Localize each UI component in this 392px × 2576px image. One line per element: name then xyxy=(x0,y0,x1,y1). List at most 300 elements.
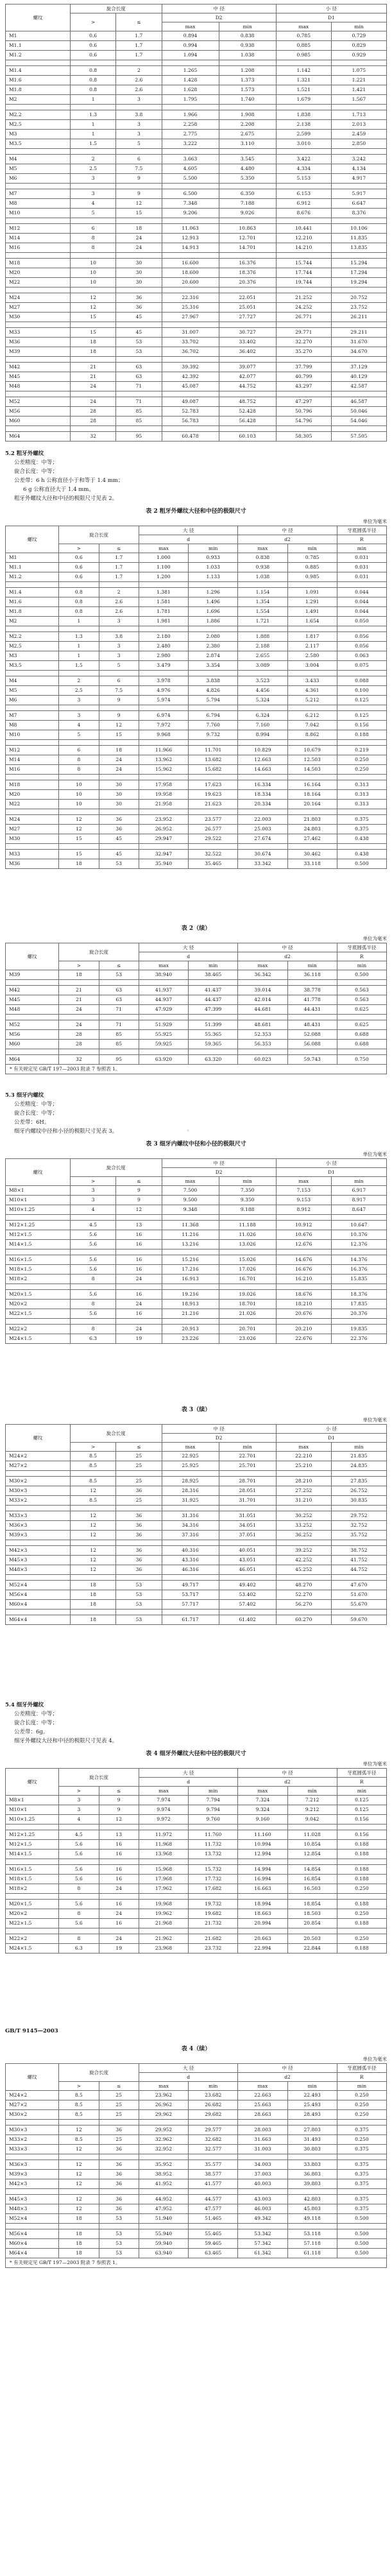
value-cell: 10.647 xyxy=(331,1221,386,1230)
spacer-cell xyxy=(337,626,386,632)
value-cell: 25 xyxy=(99,2100,139,2110)
spacer-cell xyxy=(99,740,139,746)
value-cell: 71 xyxy=(116,382,162,391)
value-cell: 33.702 xyxy=(162,338,219,347)
table-row xyxy=(6,850,387,859)
thread-cell: M16×1.5 xyxy=(6,1255,71,1265)
value-cell: 22.701 xyxy=(219,1452,276,1461)
value-cell: 55.925 xyxy=(139,1030,188,1040)
value-cell: 12 xyxy=(70,1546,115,1556)
thread-cell: M30 xyxy=(6,313,71,322)
spacer-cell xyxy=(337,582,386,588)
table-row xyxy=(6,746,387,755)
value-cell: 47.399 xyxy=(189,1005,238,1015)
spacer-cell xyxy=(99,1859,139,1865)
spacer-cell xyxy=(331,322,386,328)
value-cell: 9.972 xyxy=(139,1815,188,1825)
value-cell: 13 xyxy=(116,1221,162,1230)
thread-cell: M2.5 xyxy=(6,120,71,130)
value-cell: 0.500 xyxy=(337,2239,386,2249)
thread-cell: M3 xyxy=(6,651,59,661)
spacer-cell xyxy=(99,1894,139,1900)
value-cell: 0.6 xyxy=(59,572,99,582)
spacer-cell xyxy=(116,322,162,328)
value-cell: 32.577 xyxy=(189,2145,238,2154)
value-cell: 9.968 xyxy=(139,730,188,740)
value-cell: 17.026 xyxy=(219,1265,276,1275)
value-cell: 24.252 xyxy=(276,303,331,313)
value-cell: 28.210 xyxy=(276,1477,331,1486)
thread-cell: M33×2 xyxy=(6,2135,59,2145)
table-row xyxy=(6,1796,387,1805)
value-cell: 12.676 xyxy=(276,1240,331,1249)
spacer-cell xyxy=(276,1319,331,1325)
value-cell: 9.212 xyxy=(287,1805,337,1815)
table-row xyxy=(6,1546,387,1556)
spacer-cell xyxy=(6,2154,59,2160)
spacer-cell xyxy=(238,809,287,815)
value-cell: 7.348 xyxy=(162,199,219,209)
spacer-cell xyxy=(189,1928,238,1934)
value-cell: 2.980 xyxy=(139,651,188,661)
col-pitch-dia: 中 径 xyxy=(162,1159,276,1168)
thread-cell: M30×2 xyxy=(6,1477,71,1486)
col-pitch-dia: 中 径 xyxy=(238,526,337,535)
table-row xyxy=(6,1840,387,1850)
value-cell: 2.080 xyxy=(189,632,238,642)
thread-cell: M30×3 xyxy=(6,2125,59,2135)
value-cell: 22.210 xyxy=(276,1452,331,1461)
value-cell: 10.106 xyxy=(331,224,386,234)
value-cell: 10.676 xyxy=(276,1230,331,1240)
value-cell: 2.459 xyxy=(331,130,386,139)
value-cell: 9 xyxy=(99,711,139,721)
value-cell: 3.004 xyxy=(287,661,337,671)
table-row xyxy=(6,1531,387,1540)
value-cell: 26.682 xyxy=(189,2100,238,2110)
spacer-cell xyxy=(331,184,386,189)
value-cell: 19.968 xyxy=(139,1900,188,1909)
spacer-cell xyxy=(70,184,115,189)
value-cell: 18 xyxy=(59,2249,99,2258)
spacer-cell xyxy=(189,1894,238,1900)
value-cell: 1.038 xyxy=(219,51,276,60)
value-cell: 15 xyxy=(99,730,139,740)
thread-cell: M22 xyxy=(6,278,71,288)
spacer-cell xyxy=(70,1471,115,1477)
spacer-cell xyxy=(219,1215,276,1221)
value-cell: 1.654 xyxy=(287,617,337,626)
value-cell: 10.679 xyxy=(287,746,337,755)
value-cell: 7.500 xyxy=(162,1186,219,1196)
table-row xyxy=(6,986,387,995)
value-cell: 19.682 xyxy=(189,1909,238,1919)
value-cell: 36.803 xyxy=(287,2170,337,2179)
spacer-cell xyxy=(219,426,276,432)
spacer-cell xyxy=(6,626,59,632)
value-cell: 11.732 xyxy=(189,1840,238,1850)
value-cell: 95 xyxy=(116,432,162,442)
value-cell: 57.118 xyxy=(287,2239,337,2249)
value-cell: 18 xyxy=(70,338,115,347)
value-cell: 23.968 xyxy=(139,1944,188,1953)
value-cell: 52.270 xyxy=(276,1590,331,1600)
spacer-cell xyxy=(6,60,71,66)
value-cell: 1.981 xyxy=(139,617,188,626)
value-cell: 59.925 xyxy=(139,1040,188,1049)
value-cell: 34.670 xyxy=(331,347,386,357)
table-2-section xyxy=(5,507,387,869)
value-cell: 0.500 xyxy=(337,859,386,869)
col-max: max xyxy=(139,961,188,970)
col-le: ≤ xyxy=(116,13,162,31)
table-row xyxy=(6,174,387,184)
spacer-cell xyxy=(238,671,287,676)
value-cell: 4 xyxy=(70,1205,115,1215)
value-cell: 49.717 xyxy=(162,1581,219,1590)
table-row xyxy=(6,2110,387,2120)
value-cell: 0.188 xyxy=(337,1850,386,1859)
value-cell: 5.6 xyxy=(59,1875,99,1884)
value-cell: 15 xyxy=(70,328,115,338)
spacer-cell xyxy=(162,1215,219,1221)
value-cell: 20.376 xyxy=(219,278,276,288)
value-cell: 6 xyxy=(70,224,115,234)
value-cell: 1.696 xyxy=(189,607,238,617)
sym-R: R xyxy=(337,1778,386,1787)
value-cell: 0.031 xyxy=(337,563,386,572)
table-row xyxy=(6,1900,387,1909)
spacer-cell xyxy=(238,980,287,986)
value-cell: 4.134 xyxy=(331,164,386,174)
value-cell: 22.676 xyxy=(276,1334,331,1344)
spacer-cell xyxy=(70,1540,115,1546)
value-cell: 25.925 xyxy=(162,1461,219,1471)
col-minor-dia: 小 径 xyxy=(276,1425,386,1434)
value-cell: 1.795 xyxy=(162,95,219,105)
spacer-cell xyxy=(162,105,219,110)
spacer-cell xyxy=(337,1894,386,1900)
thread-cell: M56 xyxy=(6,1030,59,1040)
value-cell: 0.250 xyxy=(337,1909,386,1919)
table-row xyxy=(6,1240,387,1249)
value-cell: 52.088 xyxy=(287,1030,337,1040)
value-cell: 10 xyxy=(59,800,99,809)
col-minor-dia: 小 径 xyxy=(276,4,386,13)
table-row xyxy=(6,1309,387,1319)
value-cell: 19.732 xyxy=(189,1900,238,1909)
thread-cell: M22×2 xyxy=(6,1934,59,1944)
value-cell: 53 xyxy=(99,2229,139,2239)
text-line: 细牙外螺纹大径和中径的极限尺寸见表 4。 xyxy=(14,1738,118,1744)
col-min: min xyxy=(287,1787,337,1796)
value-cell: 6.917 xyxy=(331,1186,386,1196)
col-thread: 螺纹 xyxy=(6,1159,71,1186)
value-cell: 0.6 xyxy=(59,553,99,563)
col-pitch-dia: 中 径 xyxy=(162,4,276,13)
value-cell: 3.010 xyxy=(276,139,331,149)
value-cell: 18.210 xyxy=(276,1300,331,1309)
spacer-cell xyxy=(139,2189,188,2195)
value-cell: 53 xyxy=(116,338,162,347)
value-cell: 9 xyxy=(99,696,139,705)
thread-cell: M4 xyxy=(6,155,71,164)
value-cell: 0.375 xyxy=(337,2125,386,2135)
value-cell: 30 xyxy=(99,790,139,800)
spacer-cell xyxy=(6,1215,71,1221)
col-gt: > xyxy=(70,1177,115,1186)
value-cell: 9 xyxy=(99,1805,139,1815)
value-cell: 15.216 xyxy=(162,1255,219,1265)
thread-cell: M33×3 xyxy=(6,2145,59,2154)
value-cell: 24 xyxy=(59,1005,99,1015)
spacer-cell xyxy=(116,105,162,110)
value-cell: 9.188 xyxy=(219,1205,276,1215)
thread-cell: M24×1.5 xyxy=(6,1334,71,1344)
spacer-cell xyxy=(139,1859,188,1865)
value-cell: 0.219 xyxy=(337,746,386,755)
spacer-cell xyxy=(219,1319,276,1325)
value-cell: 3.978 xyxy=(139,676,188,686)
col-min: min xyxy=(189,2082,238,2091)
spacer-cell xyxy=(287,582,337,588)
table-row xyxy=(6,1830,387,1840)
spacer-row xyxy=(6,626,387,632)
spacer-cell xyxy=(99,671,139,676)
spacer-cell xyxy=(337,1825,386,1830)
spacer-cell xyxy=(219,1540,276,1546)
value-cell: 53.342 xyxy=(238,2229,287,2239)
value-cell: 85 xyxy=(116,407,162,416)
value-cell: 12 xyxy=(59,2125,99,2135)
value-cell: 30.674 xyxy=(238,850,287,859)
table-row xyxy=(6,711,387,721)
spacer-cell xyxy=(139,1015,188,1020)
value-cell: 2 xyxy=(116,66,162,76)
value-cell: 25 xyxy=(99,2110,139,2120)
col-max: max xyxy=(276,1443,331,1452)
value-cell: 45.087 xyxy=(162,382,219,391)
spacer-row xyxy=(6,1319,387,1325)
value-cell: 12 xyxy=(70,1521,115,1531)
value-cell: 41.437 xyxy=(189,986,238,995)
spacer-cell xyxy=(287,2189,337,2195)
value-cell: 1.7 xyxy=(99,553,139,563)
value-cell: 8 xyxy=(59,1934,99,1944)
thread-cell: M5 xyxy=(6,686,59,696)
value-cell: 40.003 xyxy=(238,2179,287,2189)
table-row xyxy=(6,1020,387,1030)
spacer-cell xyxy=(337,705,386,711)
thread-cell: M52 xyxy=(6,397,71,407)
value-cell: 37.051 xyxy=(219,1531,276,1540)
thread-cell: M33 xyxy=(6,850,59,859)
thread-cell: M22×1.5 xyxy=(6,1309,71,1319)
spacer-cell xyxy=(99,1015,139,1020)
value-cell: 31.007 xyxy=(162,328,219,338)
value-cell: 10 xyxy=(59,780,99,790)
value-cell: 1.628 xyxy=(162,85,219,95)
spacer-cell xyxy=(6,1928,59,1934)
value-cell: 12.913 xyxy=(162,234,219,243)
col-thread: 螺纹 xyxy=(6,4,71,31)
col-min: min xyxy=(331,22,386,31)
value-cell: 8.5 xyxy=(70,1452,115,1461)
value-cell: 41.937 xyxy=(139,986,188,995)
value-cell: 2.874 xyxy=(189,651,238,661)
unit-label: 单位为毫米 xyxy=(362,936,387,941)
col-major-dia: 大 径 xyxy=(139,2064,237,2073)
value-cell: 26.211 xyxy=(331,313,386,322)
value-cell: 17.294 xyxy=(331,268,386,278)
value-cell: 60.478 xyxy=(162,432,219,442)
value-cell: 16.376 xyxy=(331,1265,386,1275)
value-cell: 19.962 xyxy=(139,1909,188,1919)
thread-cell: M3 xyxy=(6,130,71,139)
value-cell: 5.917 xyxy=(331,189,386,199)
col-root-radius: 牙底圆弧半径 xyxy=(337,943,386,952)
col-thread: 螺纹 xyxy=(6,1769,59,1796)
table-caption: 表 4 细牙外螺纹大径和中径的极限尺寸 xyxy=(146,1751,246,1757)
value-cell: 53 xyxy=(99,970,139,980)
value-cell: 28.663 xyxy=(238,2110,287,2120)
value-cell: 8.917 xyxy=(331,1196,386,1205)
value-cell: 85 xyxy=(116,416,162,426)
spacer-row xyxy=(6,1215,387,1221)
spacer-cell xyxy=(99,775,139,780)
sym-d: d xyxy=(139,952,237,961)
value-cell: 36 xyxy=(99,2160,139,2170)
col-min: min xyxy=(287,544,337,553)
col-root-radius: 牙底圆弧半径 xyxy=(337,526,386,535)
value-cell: 63.920 xyxy=(139,1055,188,1065)
text-line: 细牙内螺纹中径和小径的极限尺寸见表 3。 xyxy=(14,1128,118,1135)
table-row xyxy=(6,661,387,671)
spacer-cell xyxy=(59,1928,99,1934)
value-cell: 15.968 xyxy=(139,1865,188,1875)
col-gt: > xyxy=(59,2082,99,2091)
value-cell: 8 xyxy=(70,1275,115,1284)
value-cell: 1.428 xyxy=(162,76,219,85)
spacer-cell xyxy=(337,1049,386,1055)
value-cell: 4.917 xyxy=(331,174,386,184)
thread-cell: M18 xyxy=(6,259,71,268)
value-cell: 59.940 xyxy=(139,2239,188,2249)
spacer-cell xyxy=(162,357,219,363)
sym-D2: D2 xyxy=(162,1434,276,1443)
table-row xyxy=(6,328,387,338)
spacer-row xyxy=(6,184,387,189)
table-row xyxy=(6,780,387,790)
spacer-cell xyxy=(59,2154,99,2160)
value-cell: 12 xyxy=(70,1486,115,1496)
col-max: max xyxy=(162,1177,219,1186)
value-cell: 20.676 xyxy=(276,1309,331,1319)
value-cell: 4.456 xyxy=(238,686,287,696)
value-cell: 26.771 xyxy=(276,313,331,322)
spacer-cell xyxy=(162,253,219,259)
value-cell: 1.5 xyxy=(70,139,115,149)
spacer-cell xyxy=(116,1506,162,1511)
value-cell: 2.188 xyxy=(238,642,287,651)
table-row xyxy=(6,1511,387,1521)
value-cell: 2.380 xyxy=(189,642,238,651)
value-cell: 20.701 xyxy=(219,1325,276,1334)
col-minor-dia: 小 径 xyxy=(276,1159,386,1168)
value-cell: 42.014 xyxy=(238,995,287,1005)
value-cell: 18 xyxy=(59,970,99,980)
value-cell: 56.428 xyxy=(219,416,276,426)
spacer-cell xyxy=(59,1859,99,1865)
sym-D1: D1 xyxy=(276,1168,386,1177)
value-cell: 14.994 xyxy=(238,1865,287,1875)
unit-label: 单位为毫米 xyxy=(362,1417,387,1423)
table-row xyxy=(6,995,387,1005)
value-cell: 85 xyxy=(99,1040,139,1049)
spacer-cell xyxy=(337,1928,386,1934)
thread-cell: M1.2 xyxy=(6,51,71,60)
spacer-row xyxy=(6,1049,387,1055)
col-thread: 螺纹 xyxy=(6,2064,59,2091)
spacer-cell xyxy=(189,809,238,815)
spacer-cell xyxy=(139,809,188,815)
spacer-cell xyxy=(116,149,162,155)
spacer-cell xyxy=(189,2224,238,2229)
thread-cell: M20×2 xyxy=(6,1300,71,1309)
value-cell: 1.154 xyxy=(238,588,287,597)
value-cell: 2.117 xyxy=(287,642,337,651)
value-cell: 18 xyxy=(59,2214,99,2224)
spacer-cell xyxy=(331,357,386,363)
value-cell: 1.521 xyxy=(276,85,331,95)
spacer-cell xyxy=(238,740,287,746)
value-cell: 2.6 xyxy=(99,607,139,617)
value-cell: 37.129 xyxy=(331,363,386,372)
value-cell: 42.587 xyxy=(331,382,386,391)
value-cell: 3.8 xyxy=(99,632,139,642)
value-cell: 16.376 xyxy=(219,259,276,268)
value-cell: 3 xyxy=(59,1805,99,1815)
value-cell: 3.422 xyxy=(276,155,331,164)
sym-R: R xyxy=(337,952,386,961)
spacer-row xyxy=(6,705,387,711)
value-cell: 21.968 xyxy=(139,1919,188,1928)
value-cell: 0.044 xyxy=(337,607,386,617)
value-cell: 8 xyxy=(59,755,99,765)
table-row xyxy=(6,278,387,288)
table-row xyxy=(6,234,387,243)
table-row xyxy=(6,66,387,76)
value-cell: 24 xyxy=(99,1934,139,1944)
table-row xyxy=(6,2145,387,2154)
value-cell: 14.854 xyxy=(287,1865,337,1875)
value-cell: 0.188 xyxy=(337,730,386,740)
value-cell: 17.682 xyxy=(189,1884,238,1894)
spacer-cell xyxy=(189,980,238,986)
spacer-cell xyxy=(116,1610,162,1615)
value-cell: 8.676 xyxy=(276,209,331,218)
table-1 xyxy=(5,4,387,442)
value-cell: 6.153 xyxy=(276,189,331,199)
spacer-cell xyxy=(331,1575,386,1581)
value-cell: 14.503 xyxy=(287,765,337,775)
value-cell: 17.732 xyxy=(189,1875,238,1884)
value-cell: 14.701 xyxy=(219,243,276,253)
thread-cell: M2 xyxy=(6,95,71,105)
spacer-cell xyxy=(6,2120,59,2125)
spacer-cell xyxy=(162,1506,219,1511)
value-cell: 8.5 xyxy=(59,2100,99,2110)
